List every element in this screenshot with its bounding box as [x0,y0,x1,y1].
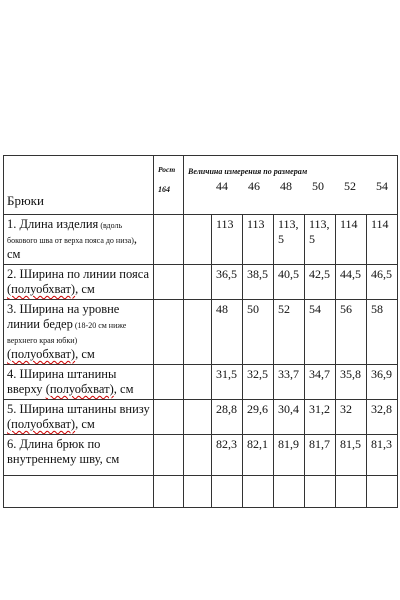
empty-cell [367,476,398,508]
value-cell: 52 [274,300,305,365]
table-row [4,300,398,365]
height-cell [154,400,184,435]
value-cell: 113,5 [274,215,305,265]
table-row [4,400,398,435]
measurement-name: 2. Ширина по линии пояса (полуобхват), см [4,265,154,300]
table-row [4,365,398,400]
value-cell: 82,1 [243,435,274,476]
value-cell: 46,5 [367,265,398,300]
size-label: 46 [248,179,260,193]
empty-cell [305,476,336,508]
value-cell: 32,5 [243,365,274,400]
value-cell: 31,2 [305,400,336,435]
value-cell: 113,5 [305,215,336,265]
size-label: 44 [216,179,228,193]
blank-cell [184,215,212,265]
measurement-name: 5. Ширина штанины внизу (полуобхват), см [4,400,154,435]
size-label: 48 [280,179,292,193]
value-cell: 58 [367,300,398,365]
blank-cell [184,435,212,476]
value-cell: 32,8 [367,400,398,435]
value-cell: 82,3 [212,435,243,476]
value-cell: 114 [336,215,367,265]
table-row [4,215,398,265]
value-cell: 113 [212,215,243,265]
value-cell: 56 [336,300,367,365]
measurement-name: 3. Ширина на уровне линии бедер (18-20 см ниже верхнего края юбки) (полуобхват), см [4,300,154,365]
value-cell: 33,7 [274,365,305,400]
value-cell: 114 [367,215,398,265]
value-cell: 30,4 [274,400,305,435]
value-cell: 36,9 [367,365,398,400]
value-cell: 113 [243,215,274,265]
height-cell [154,300,184,365]
sizes-header-cell [184,156,398,215]
value-cell: 48 [212,300,243,365]
value-cell: 29,6 [243,400,274,435]
height-cell [154,435,184,476]
measurement-name: 4. Ширина штанины вверху (полуобхват), см [4,365,154,400]
header-row [4,156,398,215]
value-cell: 38,5 [243,265,274,300]
blank-cell [184,400,212,435]
table-row [4,435,398,476]
height-cell [154,365,184,400]
blank-cell [184,265,212,300]
value-cell: 81,7 [305,435,336,476]
value-cell: 31,5 [212,365,243,400]
empty-cell [184,476,212,508]
size-label: 54 [376,179,388,193]
empty-cell [243,476,274,508]
value-cell: 44,5 [336,265,367,300]
value-cell: 81,3 [367,435,398,476]
empty-row [4,476,398,508]
measurement-name: 6. Длина брюк по внутреннему шву, см [4,435,154,476]
height-cell [154,215,184,265]
size-chart [0,155,400,508]
value-cell: 50 [243,300,274,365]
blank-cell [184,365,212,400]
height-header-cell [154,156,184,215]
height-value: 164 [158,185,170,194]
measurement-name: 1. Длина изделия (вдоль бокового шва от верха пояса до низа), см [4,215,154,265]
table-row [4,265,398,300]
height-label: Рост [158,165,176,174]
value-cell: 54 [305,300,336,365]
value-cell: 81,9 [274,435,305,476]
size-label: 50 [312,179,324,193]
value-cell: 34,7 [305,365,336,400]
value-cell: 28,8 [212,400,243,435]
table-title: Брюки [4,156,154,215]
value-cell: 35,8 [336,365,367,400]
empty-cell [336,476,367,508]
value-cell: 36,5 [212,265,243,300]
empty-cell [154,476,184,508]
size-labels [212,179,400,194]
measurement-table [3,155,398,508]
height-cell [154,265,184,300]
value-cell: 42,5 [305,265,336,300]
empty-cell [274,476,305,508]
sizes-caption: Величина измерения по размерам [188,167,308,176]
empty-cell [4,476,154,508]
blank-cell [184,300,212,365]
value-cell: 40,5 [274,265,305,300]
value-cell: 81,5 [336,435,367,476]
empty-cell [212,476,243,508]
value-cell: 32 [336,400,367,435]
size-label: 52 [344,179,356,193]
